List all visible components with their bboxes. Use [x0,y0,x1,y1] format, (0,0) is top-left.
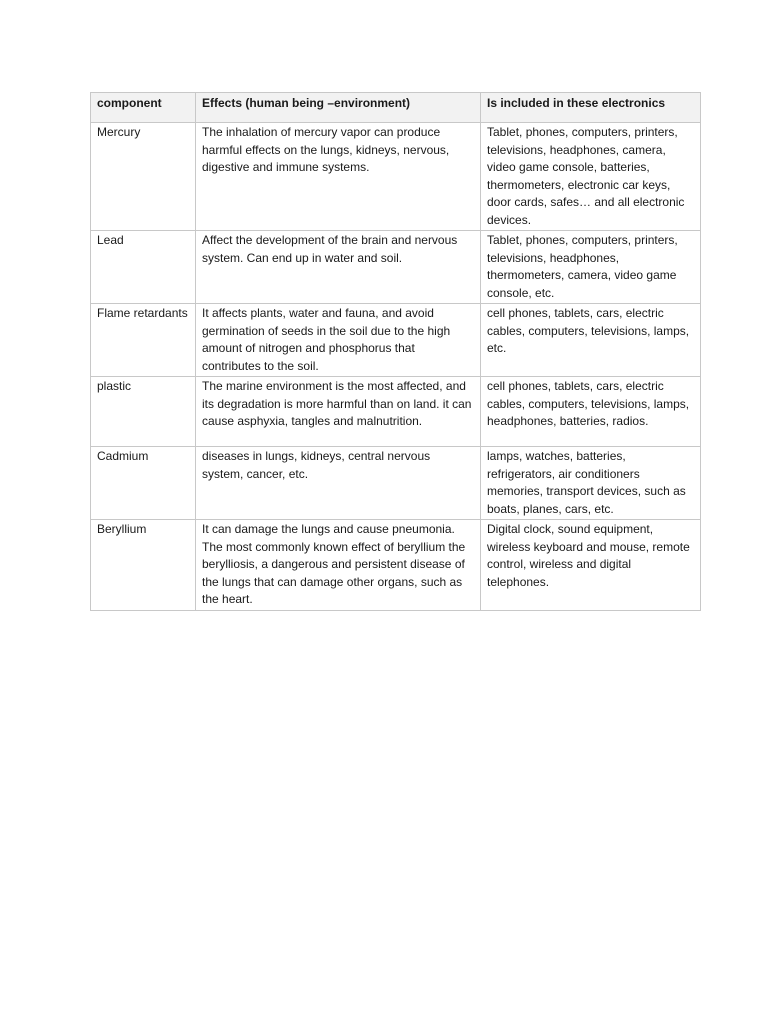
effects-cell: diseases in lungs, kidneys, central nervous system, cancer, etc. [196,447,481,520]
table-row [91,123,701,231]
component-cell: Beryllium [91,520,196,611]
component-cell: Flame retardants [91,304,196,377]
table-row [91,231,701,304]
header-component: component [91,93,196,123]
table-row [91,447,701,520]
component-cell: Mercury [91,123,196,231]
table-row [91,304,701,377]
effects-cell: Affect the development of the brain and nervous system. Can end up in water and soil. [196,231,481,304]
effects-cell: It can damage the lungs and cause pneumonia. The most commonly known effect of beryllium the berylliosis, a dangerous and persistent disease of the lungs that can damage other organs, such as the heart. [196,520,481,611]
component-cell: Cadmium [91,447,196,520]
electronics-cell: Tablet, phones, computers, printers, televisions, headphones, camera, video game console, batteries, thermometers, electronic car keys, door cards, safes… and all electronic devices. [481,123,701,231]
effects-cell: The inhalation of mercury vapor can produce harmful effects on the lungs, kidneys, nervous, digestive and immune systems. [196,123,481,231]
component-cell: plastic [91,377,196,447]
header-electronics: Is included in these electronics [481,93,701,123]
header-effects: Effects (human being –environment) [196,93,481,123]
electronics-cell: cell phones, tablets, cars, electric cables, computers, televisions, lamps, etc. [481,304,701,377]
effects-cell: The marine environment is the most affected, and its degradation is more harmful than on land. it can cause asphyxia, tangles and malnutrition. [196,377,481,447]
effects-cell: It affects plants, water and fauna, and avoid germination of seeds in the soil due to the high amount of nitrogen and phosphorus that contributes to the soil. [196,304,481,377]
components-table [90,92,701,611]
table-row [91,520,701,611]
table-header-row [91,93,701,123]
electronics-cell: Tablet, phones, computers, printers, televisions, headphones, thermometers, camera, video game console, etc. [481,231,701,304]
electronics-cell: cell phones, tablets, cars, electric cables, computers, televisions, lamps, headphones, batteries, radios. [481,377,701,447]
electronics-cell: Digital clock, sound equipment, wireless keyboard and mouse, remote control, wireless and digital telephones. [481,520,701,611]
component-cell: Lead [91,231,196,304]
table-row [91,377,701,447]
electronics-cell: lamps, watches, batteries, refrigerators, air conditioners memories, transport devices, such as boats, planes, cars, etc. [481,447,701,520]
